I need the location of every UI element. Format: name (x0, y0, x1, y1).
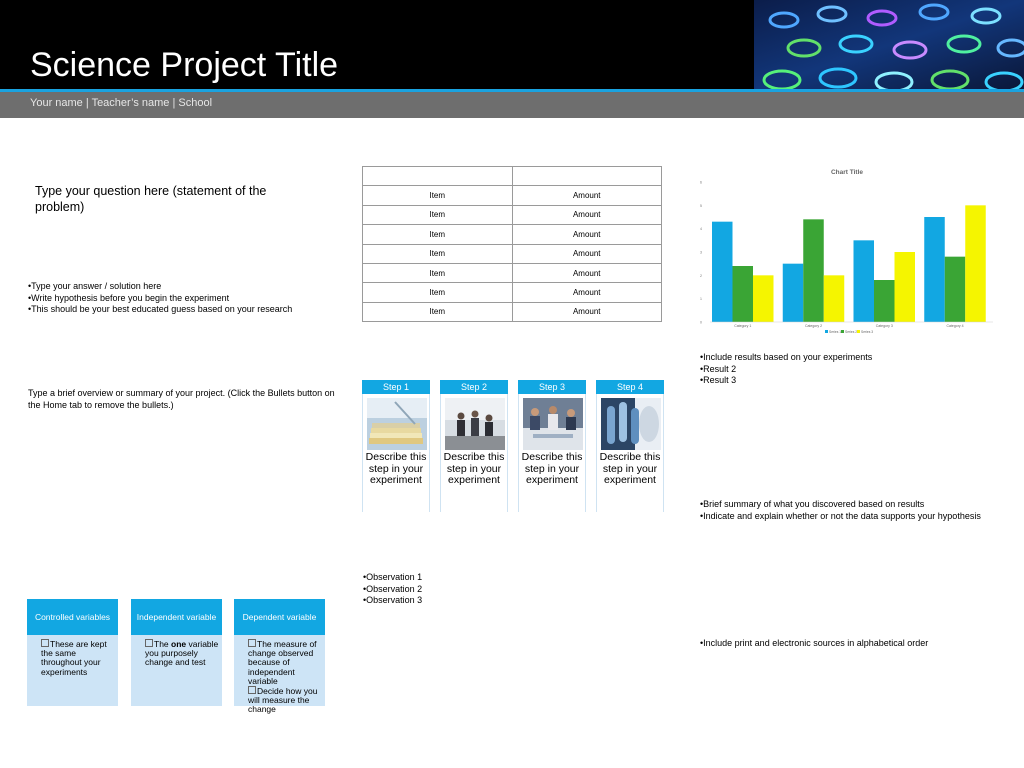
results-bar-chart (697, 164, 997, 339)
step-card-4 (596, 380, 664, 512)
test-tubes-icon (754, 0, 1024, 90)
step-label: Step 2 (440, 380, 508, 394)
chart-bar (874, 280, 895, 322)
table-row (363, 283, 662, 302)
step-label: Step 4 (596, 380, 664, 394)
chart-legend-label: Series 1 (829, 329, 842, 334)
table-row (363, 225, 662, 244)
page-title: Science Project Title (30, 46, 339, 84)
observation-item: •Observation 1 (363, 572, 423, 582)
table-cell: Amount (512, 263, 662, 282)
chart-category-label: Category 1 (734, 324, 752, 328)
chart-bar (733, 266, 754, 322)
chart-category-label: Category 4 (946, 324, 964, 328)
chart-bar (945, 257, 966, 322)
dependent-variable-body (234, 635, 325, 715)
references-text: •Include print and electronic sources in alphabetical order (700, 638, 929, 648)
question-text: Type your question here (statement of the problem) (35, 184, 267, 214)
hypothesis-bullet: •Write hypothesis before you begin the experiment (28, 292, 230, 303)
overview-text: Type a brief overview or summary of your project. (Click the Bullets button on the Home tab to remove the bullets.) (28, 388, 335, 410)
table-row (363, 186, 662, 205)
table-cell: Item (363, 263, 513, 282)
table-cell: Item (363, 283, 513, 302)
checkbox-icon (248, 639, 256, 647)
table-cell: Item (363, 186, 513, 205)
chart-y-tick-label: 4 (700, 227, 702, 232)
paper-stack-photo-icon (367, 398, 427, 450)
dependent-variable-text: The measure of change observed because of independent variable Decide how you will measure the change (248, 639, 318, 715)
chart-y-tick-label: 3 (700, 250, 702, 255)
chart-title: Chart Title (830, 169, 864, 176)
table-header-cell (512, 167, 662, 186)
controlled-variables-body (27, 635, 118, 706)
results-list (700, 352, 1000, 387)
step-label: Step 1 (362, 380, 430, 394)
lab-group-photo-icon (523, 398, 583, 450)
chart-y-tick-label: 0 (700, 320, 702, 325)
table-cell: Amount (512, 186, 662, 205)
hypothesis-bullet: •This should be your best educated guess based on your research (28, 304, 293, 314)
conclusion-item: •Indicate and explain whether or not the data supports your hypothesis (700, 510, 981, 521)
independent-variable-header: Independent variable (131, 599, 222, 635)
table-cell: Amount (512, 244, 662, 263)
conclusion-list (700, 499, 1000, 522)
chart-bar (712, 222, 733, 322)
chart-bar (783, 264, 804, 322)
chart-bar (824, 275, 845, 322)
table-cell: Amount (512, 225, 662, 244)
hypothesis-bullets (28, 281, 348, 316)
table-cell: Amount (512, 283, 662, 302)
step-card-3 (518, 380, 586, 512)
result-item: •Result 2 (700, 363, 737, 374)
step-description: Describe this step in your experiment (599, 451, 661, 486)
independent-variable-body (131, 635, 222, 706)
chart-legend-swatch (825, 330, 828, 333)
chart-bar (895, 252, 916, 322)
step-label: Step 3 (518, 380, 586, 394)
table-cell: Item (363, 244, 513, 263)
independent-variable-text: The one variable you purposely change and test (145, 639, 219, 668)
checkbox-icon (41, 639, 49, 647)
chart-legend-swatch (841, 330, 844, 333)
table-cell: Item (363, 205, 513, 224)
page-subtitle: Your name | Teacher’s name | School (30, 97, 213, 109)
table-row (363, 244, 662, 263)
table-cell: Item (363, 225, 513, 244)
chart-y-tick-label: 6 (700, 180, 702, 185)
chart-legend-swatch (857, 330, 860, 333)
step-description: Describe this step in your experiment (521, 451, 583, 486)
table-header-row (363, 167, 662, 186)
chart-y-tick-label: 1 (700, 297, 702, 302)
table-row (363, 205, 662, 224)
test-tubes-photo-icon (601, 398, 661, 450)
dependent-variable-header: Dependent variable (234, 599, 325, 635)
table-row (363, 302, 662, 321)
table-header-cell (363, 167, 513, 186)
checkbox-icon (248, 686, 256, 694)
step-card-1 (362, 380, 430, 512)
chart-category-label: Category 2 (804, 324, 823, 328)
result-item: •Result 3 (700, 375, 737, 385)
controlled-variables-text: These are kept the same throughout your experiments (41, 639, 107, 677)
chart-bar (803, 219, 824, 322)
step-description: Describe this step in your experiment (443, 451, 505, 486)
hypothesis-bullet: •Type your answer / solution here (28, 281, 162, 291)
materials-table (362, 166, 662, 322)
people-meeting-photo-icon (445, 398, 505, 450)
chart-bar (753, 275, 774, 322)
table-row (363, 263, 662, 282)
table-cell: Amount (512, 205, 662, 224)
observations-list (363, 572, 563, 607)
test-tubes-header-image (754, 0, 1024, 90)
result-item: •Include results based on your experiments (700, 352, 873, 362)
chart-bar (965, 205, 986, 322)
chart-category-label: Category 3 (875, 324, 893, 328)
table-cell: Item (363, 302, 513, 321)
chart-bar (924, 217, 945, 322)
step-description: Describe this step in your experiment (365, 451, 427, 486)
chart-y-tick-label: 5 (700, 203, 702, 208)
observation-item: •Observation 2 (363, 583, 423, 594)
chart-y-tick-label: 2 (700, 273, 702, 278)
chart-bar (854, 240, 875, 322)
step-card-2 (440, 380, 508, 512)
chart-legend-label: Series 3 (861, 329, 874, 334)
chart-legend-label: Series 2 (845, 329, 858, 334)
observation-item: •Observation 3 (363, 595, 423, 605)
checkbox-icon (145, 639, 153, 647)
conclusion-item: •Brief summary of what you discovered based on results (700, 499, 925, 509)
table-cell: Amount (512, 302, 662, 321)
controlled-variables-header: Controlled variables (27, 599, 118, 635)
